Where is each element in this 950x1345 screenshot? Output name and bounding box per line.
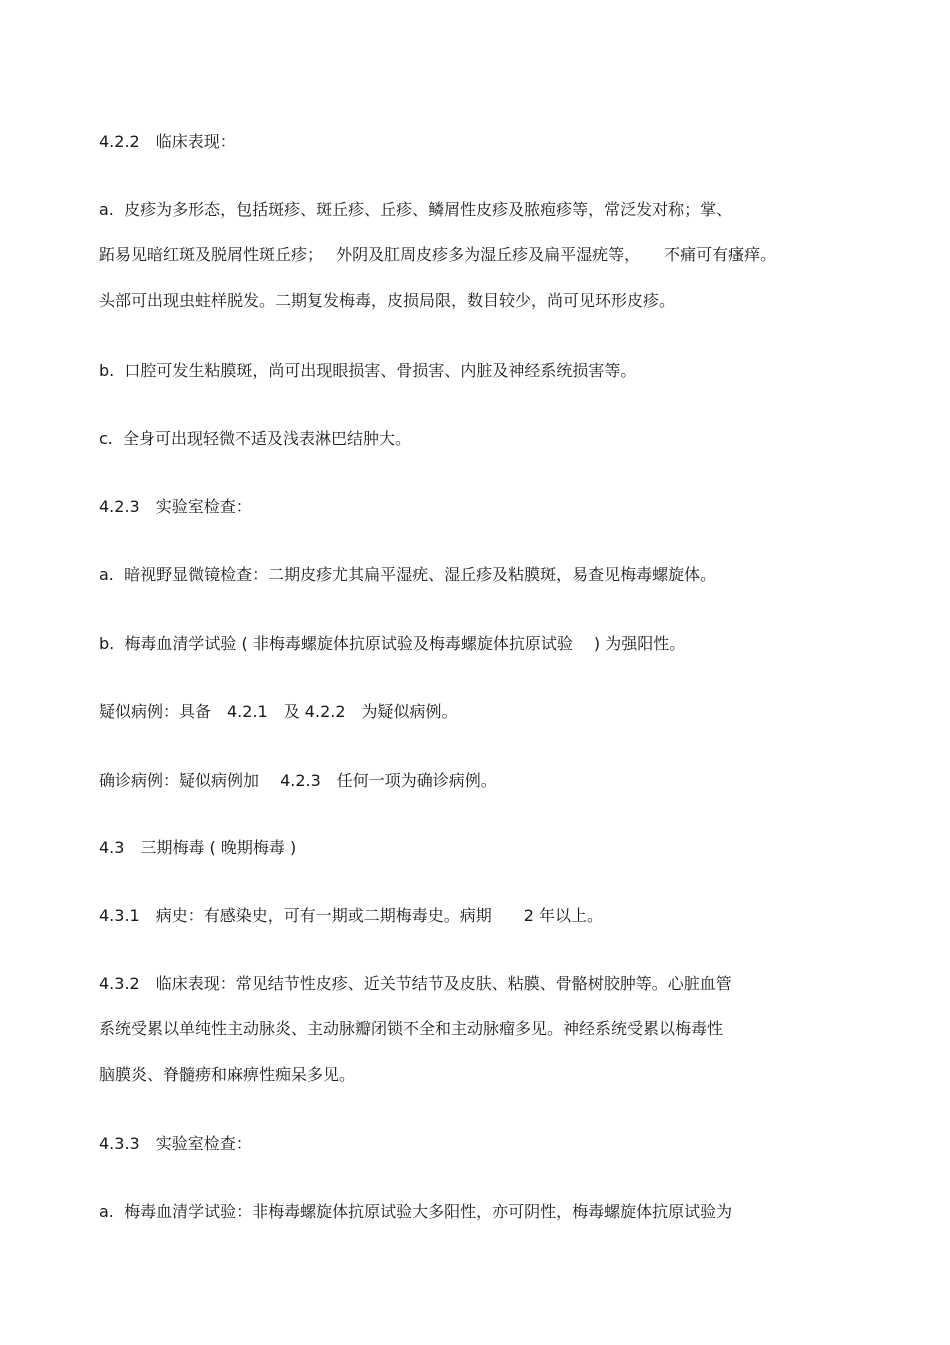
paragraph-b: b. 口腔可发生粘膜斑，尚可出现眼损害、骨损害、内脏及神经系统损害等。 bbox=[99, 361, 637, 380]
paragraph-c: c. 全身可出现轻微不适及浅表淋巴结肿大。 bbox=[99, 429, 412, 448]
heading-4-3-1: 4.3.1 病史：有感染史，可有一期或二期梅毒史。病期 2 年以上。 bbox=[99, 906, 603, 925]
suspected-case: 疑似病例：具备 4.2.1 及 4.2.2 为疑似病例。 bbox=[99, 702, 458, 721]
heading-4-2-2: 4.2.2 临床表现： bbox=[99, 132, 236, 151]
lab-item-a-late: a. 梅毒血清学试验：非梅毒螺旋体抗原试验大多阳性，亦可阴性，梅毒螺旋体抗原试验为 bbox=[99, 1202, 733, 1221]
paragraph-a-line-3: 头部可出现虫蛀样脱发。二期复发梅毒，皮损局限，数目较少，尚可见环形皮疹。 bbox=[99, 291, 676, 310]
heading-4-2-3: 4.2.3 实验室检查： bbox=[99, 497, 252, 516]
paragraph-a-line-2: 跖易见暗红斑及脱屑性斑丘疹； 外阴及肛周皮疹多为湿丘疹及扁平湿疣等， 不痛可有瘙痒。 bbox=[99, 245, 777, 264]
paragraph-4-3-2-line-1: 4.3.2 临床表现：常见结节性皮疹、近关节结节及皮肤、粘膜、骨骼树胶肿等。心脏血管 bbox=[99, 974, 732, 993]
paragraph-4-3-2-line-2: 系统受累以单纯性主动脉炎、主动脉瓣闭锁不全和主动脉瘤多见。神经系统受累以梅毒性 bbox=[99, 1019, 724, 1038]
paragraph-4-3-2-line-3: 脑膜炎、脊髓痨和麻痹性痴呆多见。 bbox=[99, 1065, 356, 1084]
heading-4-3: 4.3 三期梅毒 ( 晚期梅毒 ) bbox=[99, 838, 297, 857]
lab-item-b: b. 梅毒血清学试验 ( 非梅毒螺旋体抗原试验及梅毒螺旋体抗原试验 ) 为强阳性。 bbox=[99, 634, 686, 653]
confirmed-case: 确诊病例：疑似病例加 4.2.3 任何一项为确诊病例。 bbox=[99, 771, 497, 790]
paragraph-a-line-1: a. 皮疹为多形态，包括斑疹、斑丘疹、丘疹、鳞屑性皮疹及脓疱疹等，常泛发对称；掌、 bbox=[99, 200, 733, 219]
heading-4-3-3: 4.3.3 实验室检查： bbox=[99, 1134, 252, 1153]
lab-item-a: a. 暗视野显微镜检查：二期皮疹尤其扁平湿疣、湿丘疹及粘膜斑，易查见梅毒螺旋体。 bbox=[99, 565, 717, 584]
